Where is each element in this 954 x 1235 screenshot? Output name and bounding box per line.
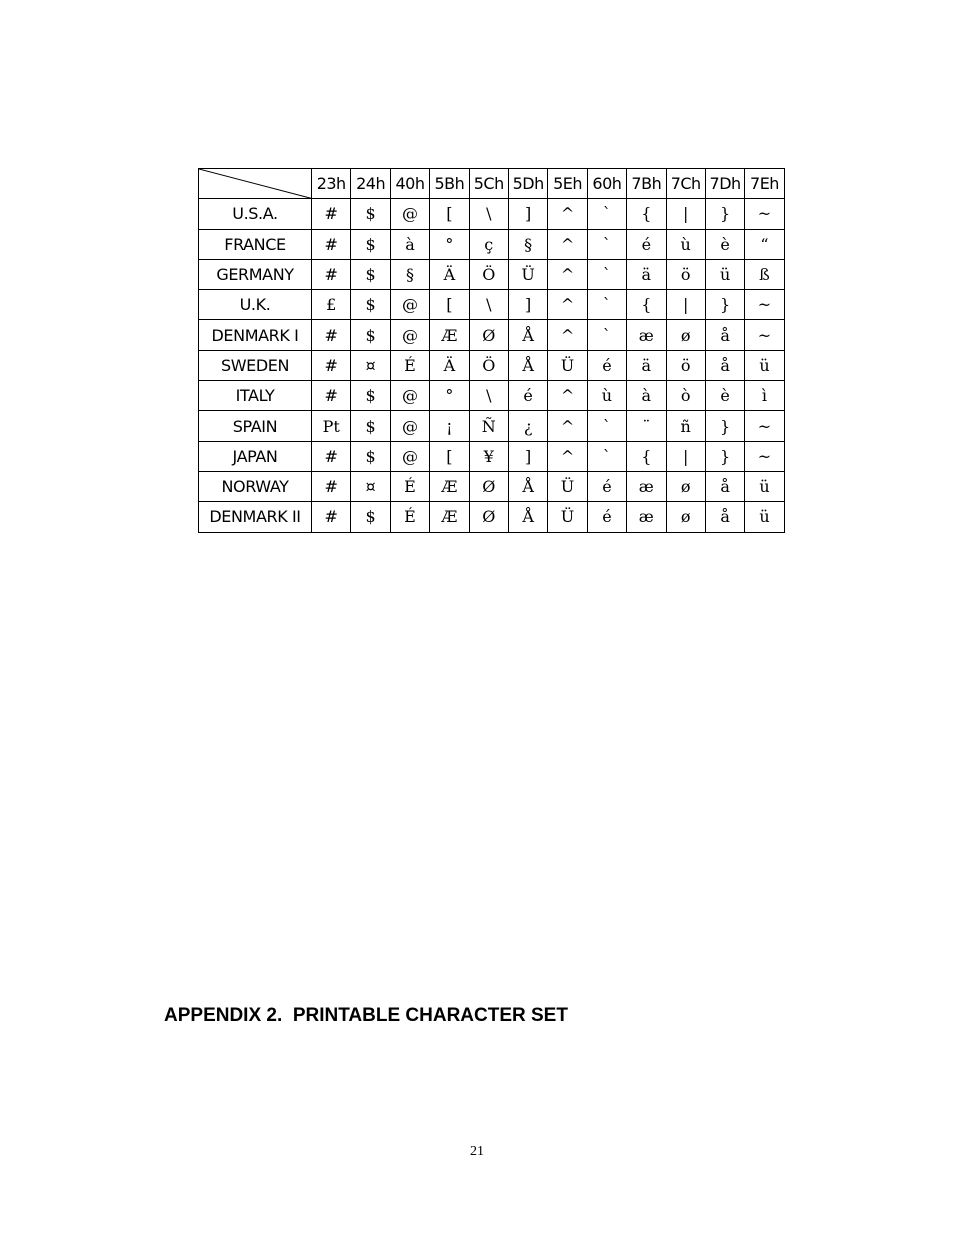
char-cell: ~ — [745, 411, 784, 441]
column-header: 5Bh — [430, 169, 469, 199]
char-cell: Ñ — [469, 411, 508, 441]
char-cell: @ — [390, 199, 429, 229]
table-row — [199, 411, 785, 441]
char-cell: Ö — [469, 350, 508, 380]
char-cell: ü — [745, 350, 784, 380]
char-cell: Ä — [430, 259, 469, 289]
char-cell: Æ — [430, 471, 469, 501]
char-cell: Pt — [312, 411, 351, 441]
char-cell: å — [705, 502, 744, 532]
char-cell: ù — [666, 229, 705, 259]
char-cell: $ — [351, 441, 390, 471]
table-row — [199, 471, 785, 501]
char-cell: ^ — [548, 320, 587, 350]
char-cell: } — [705, 290, 744, 320]
diagonal-line-icon — [199, 169, 311, 198]
char-cell: ^ — [548, 381, 587, 411]
char-cell: é — [508, 381, 547, 411]
char-cell: ` — [587, 229, 626, 259]
char-cell: ^ — [548, 199, 587, 229]
char-cell: # — [312, 502, 351, 532]
table-corner-cell — [199, 169, 312, 199]
char-cell: @ — [390, 320, 429, 350]
char-cell: ¥ — [469, 441, 508, 471]
char-cell: @ — [390, 411, 429, 441]
char-cell: ö — [666, 350, 705, 380]
char-cell: ^ — [548, 441, 587, 471]
char-cell: Ö — [469, 259, 508, 289]
char-cell: $ — [351, 199, 390, 229]
char-cell: @ — [390, 441, 429, 471]
country-cell: U.S.A. — [199, 199, 312, 229]
char-cell: [ — [430, 441, 469, 471]
page-number: 21 — [470, 1144, 484, 1159]
char-cell: É — [390, 502, 429, 532]
char-cell: | — [666, 290, 705, 320]
char-cell: ü — [705, 259, 744, 289]
char-cell: ` — [587, 320, 626, 350]
char-cell: ù — [587, 381, 626, 411]
char-cell: { — [627, 441, 666, 471]
appendix-title: APPENDIX 2. PRINTABLE CHARACTER SET — [164, 1005, 568, 1026]
char-cell: å — [705, 471, 744, 501]
char-cell: $ — [351, 502, 390, 532]
char-cell: Å — [508, 471, 547, 501]
table-row — [199, 441, 785, 471]
char-cell: \ — [469, 290, 508, 320]
char-cell: ^ — [548, 290, 587, 320]
char-cell: @ — [390, 290, 429, 320]
char-cell: } — [705, 199, 744, 229]
char-cell: ç — [469, 229, 508, 259]
char-cell: à — [627, 381, 666, 411]
column-header: 7Eh — [745, 169, 784, 199]
char-cell: $ — [351, 411, 390, 441]
char-cell: # — [312, 350, 351, 380]
char-cell: ü — [745, 502, 784, 532]
char-cell: | — [666, 199, 705, 229]
char-cell: [ — [430, 199, 469, 229]
char-cell: ` — [587, 199, 626, 229]
char-cell: Å — [508, 350, 547, 380]
country-cell: GERMANY — [199, 259, 312, 289]
char-cell: ä — [627, 350, 666, 380]
country-cell: U.K. — [199, 290, 312, 320]
char-cell: é — [627, 229, 666, 259]
column-header: 5Ch — [469, 169, 508, 199]
char-cell: ~ — [745, 441, 784, 471]
table-row — [199, 259, 785, 289]
table-row — [199, 290, 785, 320]
char-cell: ¿ — [508, 411, 547, 441]
char-cell: $ — [351, 259, 390, 289]
column-header: 40h — [390, 169, 429, 199]
char-cell: à — [390, 229, 429, 259]
char-cell: Æ — [430, 320, 469, 350]
char-cell: é — [587, 471, 626, 501]
char-cell: # — [312, 320, 351, 350]
char-cell: ø — [666, 471, 705, 501]
international-charset-table — [198, 168, 785, 533]
char-cell: § — [390, 259, 429, 289]
char-cell: Å — [508, 502, 547, 532]
char-cell: ` — [587, 411, 626, 441]
char-cell: ß — [745, 259, 784, 289]
char-cell: Ü — [548, 471, 587, 501]
char-cell: ñ — [666, 411, 705, 441]
char-cell: Ä — [430, 350, 469, 380]
char-cell: ° — [430, 229, 469, 259]
char-cell: ] — [508, 290, 547, 320]
char-cell: # — [312, 259, 351, 289]
char-cell: ` — [587, 441, 626, 471]
char-cell: å — [705, 320, 744, 350]
char-cell: # — [312, 441, 351, 471]
char-cell: Æ — [430, 502, 469, 532]
char-cell: £ — [312, 290, 351, 320]
char-cell: ~ — [745, 290, 784, 320]
char-cell: # — [312, 199, 351, 229]
char-cell: ^ — [548, 411, 587, 441]
column-header: 60h — [587, 169, 626, 199]
char-cell: “ — [745, 229, 784, 259]
char-cell: æ — [627, 471, 666, 501]
char-cell: $ — [351, 229, 390, 259]
char-cell: \ — [469, 199, 508, 229]
char-cell: ì — [745, 381, 784, 411]
char-cell: ¡ — [430, 411, 469, 441]
char-cell: ^ — [548, 259, 587, 289]
char-cell: \ — [469, 381, 508, 411]
char-cell: ¨ — [627, 411, 666, 441]
column-header: 23h — [312, 169, 351, 199]
char-cell: $ — [351, 320, 390, 350]
char-cell: } — [705, 411, 744, 441]
char-cell: ] — [508, 199, 547, 229]
char-cell: æ — [627, 502, 666, 532]
char-cell: } — [705, 441, 744, 471]
char-cell: # — [312, 471, 351, 501]
country-cell: SPAIN — [199, 411, 312, 441]
char-cell: { — [627, 199, 666, 229]
char-cell: ø — [666, 320, 705, 350]
table-row — [199, 320, 785, 350]
table-body — [199, 199, 785, 532]
char-cell: $ — [351, 290, 390, 320]
country-cell: FRANCE — [199, 229, 312, 259]
char-cell: ü — [745, 471, 784, 501]
char-cell: $ — [351, 381, 390, 411]
char-cell: å — [705, 350, 744, 380]
char-cell: è — [705, 229, 744, 259]
country-cell: ITALY — [199, 381, 312, 411]
char-cell: è — [705, 381, 744, 411]
char-cell: { — [627, 290, 666, 320]
column-header: 5Eh — [548, 169, 587, 199]
char-cell: # — [312, 381, 351, 411]
char-cell: É — [390, 471, 429, 501]
char-cell: ¤ — [351, 471, 390, 501]
char-cell: Ü — [508, 259, 547, 289]
char-cell: | — [666, 441, 705, 471]
char-cell: ò — [666, 381, 705, 411]
char-cell: ` — [587, 290, 626, 320]
char-cell: § — [508, 229, 547, 259]
char-cell: # — [312, 229, 351, 259]
char-cell: ^ — [548, 229, 587, 259]
country-cell: JAPAN — [199, 441, 312, 471]
char-cell: Ü — [548, 502, 587, 532]
char-cell: æ — [627, 320, 666, 350]
char-cell: [ — [430, 290, 469, 320]
country-cell: DENMARK II — [199, 502, 312, 532]
char-cell: ° — [430, 381, 469, 411]
char-cell: ö — [666, 259, 705, 289]
country-cell: DENMARK I — [199, 320, 312, 350]
char-cell: ~ — [745, 199, 784, 229]
column-header: 7Bh — [627, 169, 666, 199]
char-cell: Å — [508, 320, 547, 350]
char-cell: Ø — [469, 320, 508, 350]
table-row — [199, 502, 785, 532]
char-cell: ¤ — [351, 350, 390, 380]
country-cell: NORWAY — [199, 471, 312, 501]
column-header: 7Ch — [666, 169, 705, 199]
char-cell: Ø — [469, 502, 508, 532]
char-cell: ] — [508, 441, 547, 471]
char-cell: ø — [666, 502, 705, 532]
column-header: 24h — [351, 169, 390, 199]
char-cell: ~ — [745, 320, 784, 350]
char-cell: é — [587, 502, 626, 532]
char-cell: @ — [390, 381, 429, 411]
country-cell: SWEDEN — [199, 350, 312, 380]
column-header: 7Dh — [705, 169, 744, 199]
char-cell: É — [390, 350, 429, 380]
char-cell: ä — [627, 259, 666, 289]
column-header: 5Dh — [508, 169, 547, 199]
table-row — [199, 381, 785, 411]
char-cell: ` — [587, 259, 626, 289]
table-row — [199, 350, 785, 380]
table-row — [199, 199, 785, 229]
table-header-row — [199, 169, 785, 199]
table-row — [199, 229, 785, 259]
char-cell: é — [587, 350, 626, 380]
char-cell: Ø — [469, 471, 508, 501]
char-cell: Ü — [548, 350, 587, 380]
